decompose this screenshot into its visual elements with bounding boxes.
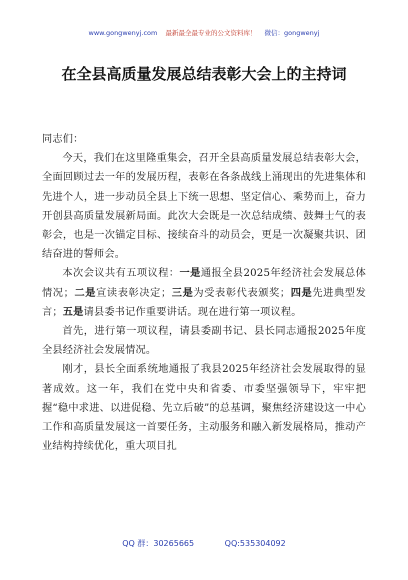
- page-footer: [0, 538, 408, 549]
- header-slogan: 最新最全最专业的公文资料库！: [165, 29, 257, 37]
- agenda-item-2-keyword: 二是: [74, 286, 97, 299]
- agenda-item-5: 请县委书记作重要讲话。现在进行第一项议程。: [83, 306, 302, 318]
- agenda-item-1-keyword: 一是: [179, 267, 201, 280]
- agenda-item-3: 为受表彰代表颁奖；: [193, 287, 291, 299]
- agenda-item-3-keyword: 三是: [171, 286, 194, 299]
- agenda-item-1: 通报全县2025年经济社会发展总体情况；: [42, 268, 367, 299]
- agenda-item-5-keyword: 五是: [62, 305, 84, 318]
- paragraph-4: 刚才，县长全面系统地通报了我县2025年经济社会发展取得的显著成效。这一年，我们在党中央和省委、市委坚强领导下，牢牢把握“稳中求进、以进促稳、先立后破”的总基调，聚焦经济建设这一中心工作和高质量发展这一首要任务，主动服务和融入新发展格局，推动产业结构持续优化，重大项目扎: [42, 364, 366, 453]
- agenda-intro: 本次会议共有五项议程：: [62, 268, 180, 280]
- agenda-item-2: 宣读表彰决定；: [96, 287, 172, 299]
- paragraph-2: [42, 264, 366, 322]
- agenda-item-4-keyword: 四是: [290, 286, 313, 299]
- document-title: 在全县高质量发展总结表彰大会上的主持词: [61, 65, 347, 83]
- paragraph-1: 今天，我们在这里隆重集会，召开全县高质量发展总结表彰大会，全面回顾过去一年的发展历程，表彰在各条战线上涌现出的先进集体和先进个人，进一步动员全县上下统一思想、坚定信心、乘势而上，奋力开创县高质量发展新局面。此次大会既是一次总结成绩、鼓舞士气的表彰会，也是一次锚定目标、接续奋斗的动员会，更是一次凝聚共识、团结奋进的誓师会。: [42, 153, 366, 261]
- page-header: [0, 28, 408, 37]
- agenda-item-4: 先进典型发言；: [42, 287, 366, 318]
- document-body: [42, 130, 366, 456]
- paragraph-3: 首先，进行第一项议程，请县委副书记、县长同志通报2025年度全县经济社会发展情况。: [42, 326, 366, 357]
- qq-group: QQ 群：30265665: [122, 539, 195, 548]
- wechat-id: 微信：gongwenyj: [264, 29, 320, 37]
- salutation: 同志们：: [42, 134, 84, 145]
- site-url: www.gongwenyj.com: [88, 29, 158, 37]
- qq-contact: QQ:535304092: [224, 539, 286, 548]
